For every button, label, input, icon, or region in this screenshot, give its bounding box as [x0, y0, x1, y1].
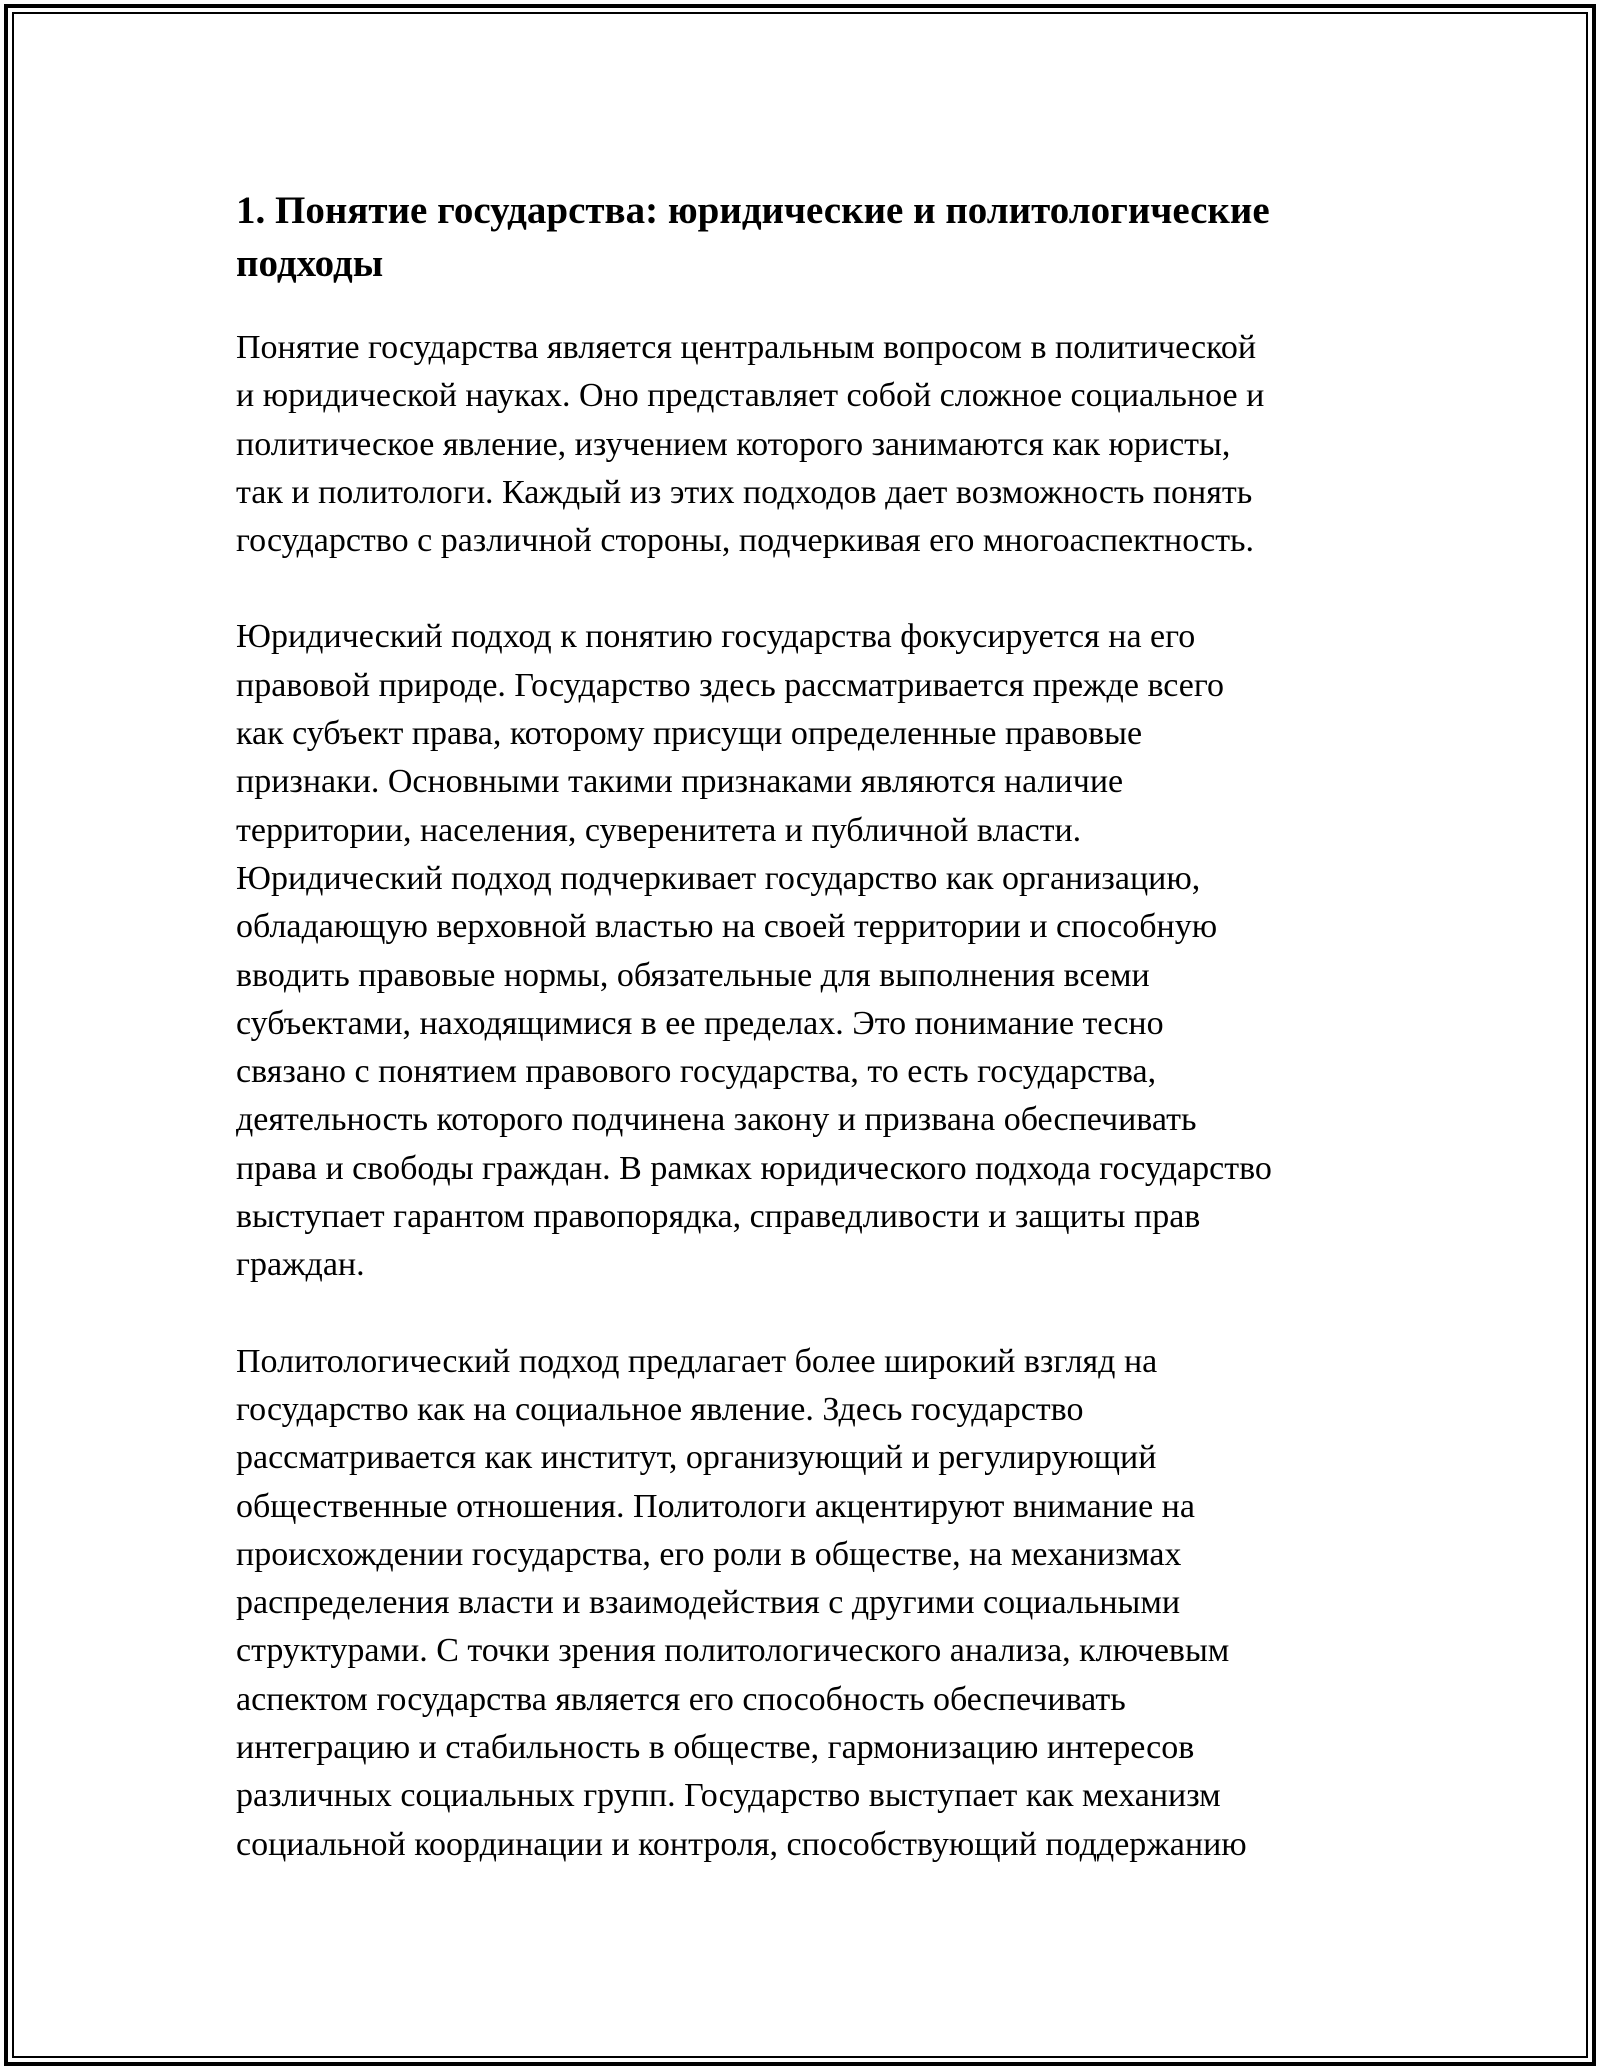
text-line: происхождении государства, его роли в обществе, на механизмах [236, 1535, 1182, 1573]
text-line: как субъект права, которому присущи определенные правовые [236, 715, 1143, 753]
text-line: признаки. Основными такими признаками являются наличие [236, 763, 1124, 801]
text-line: деятельность которого подчинена закону и призвана обеспечивать [236, 1101, 1197, 1139]
text-line: Юридический подход к понятию государства фокусируется на его [236, 618, 1196, 656]
text-line: аспектом государства является его способность обеспечивать [236, 1680, 1126, 1718]
text-line: государство с различной стороны, подчеркивая его многоаспектность. [236, 522, 1255, 560]
text-line: распределения власти и взаимодействия с другими социальными [236, 1584, 1181, 1622]
text-line: структурами. С точки зрения политологического анализа, ключевым [236, 1632, 1230, 1670]
text-line: государство как на социальное явление. Здесь государство [236, 1390, 1084, 1428]
text-line: субъектами, находящимися в ее пределах. Это понимание тесно [236, 1004, 1164, 1042]
text-line: и юридической науках. Оно представляет собой сложное социальное и [236, 377, 1265, 415]
text-line: так и политологи. Каждый из этих подходов дает возможность понять [236, 473, 1253, 511]
text-line: рассматривается как институт, организующий и регулирующий [236, 1439, 1157, 1477]
paragraph-political-approach [236, 1338, 1376, 1869]
text-line: Юридический подход подчеркивает государство как организацию, [236, 859, 1201, 897]
paragraph-intro [236, 324, 1376, 565]
text-line: граждан. [236, 1246, 365, 1284]
text-line: вводить правовые нормы, обязательные для выполнения всеми [236, 956, 1150, 994]
text-line: правовой природе. Государство здесь рассматривается прежде всего [236, 666, 1224, 704]
text-line: политическое явление, изучением которого занимаются как юристы, [236, 425, 1231, 463]
text-line: связано с понятием правового государства, то есть государства, [236, 1053, 1157, 1091]
text-line: Понятие государства является центральным вопросом в политической [236, 329, 1257, 366]
text-line: социальной координации и контроля, способствующий поддержанию [236, 1825, 1247, 1863]
document-body [236, 184, 1376, 1869]
text-line: общественные отношения. Политологи акцентируют внимание на [236, 1487, 1195, 1525]
heading-line: 1. Понятие государства: юридические и политологические [236, 189, 1270, 232]
text-line: территории, населения, суверенитета и публичной власти. [236, 811, 1082, 849]
text-line: права и свободы граждан. В рамках юридического подхода государство [236, 1149, 1272, 1187]
text-line: Политологический подход предлагает более широкий взгляд на [236, 1342, 1158, 1380]
text-line: интеграцию и стабильность в обществе, гармонизацию интересов [236, 1729, 1195, 1767]
section-heading [236, 184, 1376, 290]
text-line: обладающую верховной властью на своей территории и способную [236, 908, 1218, 946]
text-line: выступает гарантом правопорядка, справедливости и защиты прав [236, 1198, 1201, 1236]
text-line: различных социальных групп. Государство выступает как механизм [236, 1777, 1221, 1815]
paragraph-legal-approach [236, 613, 1376, 1289]
heading-line: подходы [236, 242, 384, 285]
